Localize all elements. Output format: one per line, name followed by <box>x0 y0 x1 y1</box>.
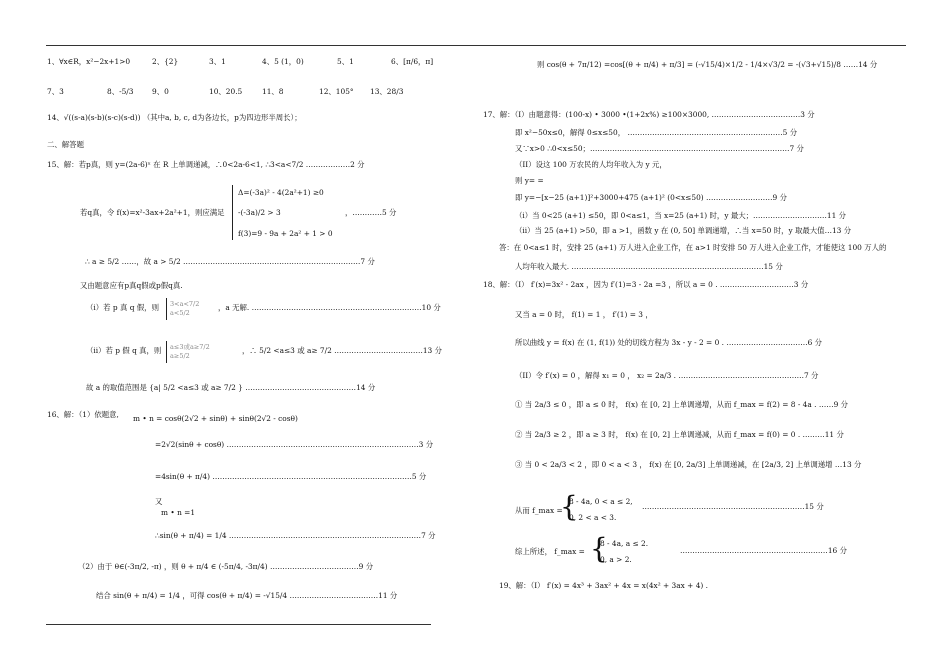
q15-line-d: 又由题意应有p真q假或p假q真. <box>80 281 183 290</box>
answer-3: 3、1 <box>209 57 226 66</box>
q16-line-b: m • n = cosθ(2√2 + sinθ) + sinθ(2√2 - cosθ) <box>133 414 298 423</box>
q18-line-i-score: ……………………………………………………16 分 <box>680 546 847 555</box>
q18-line-a: 18、解：（I） f′(x)=3x² - 2ax ，因为 f′(1)=3 - 2a =3 ，所以 a = 0 . …………………………3 分 <box>483 280 809 289</box>
q18-piecewise-brace: { <box>560 490 578 523</box>
answer-6: 6、[π/6，π] <box>391 57 434 66</box>
q16-line-final: 则 cos(θ + 7π/12) =cos[(θ + π/4) + π/3] = (-√15/4)×1/2 - 1/4×√3/2 = -(√3+√15)/8 ……14 分 <box>537 60 878 69</box>
q15-case1-body: 3<a<7/2 a<5/2 <box>170 300 200 317</box>
q16-line-i: 结合 sin(θ + π/4) = 1/4 ，可得 cos(θ + π/4) = -√15/4 ………………………………11 分 <box>96 591 398 600</box>
answer-8: 8、-5/3 <box>107 87 134 96</box>
top-rule <box>46 45 906 46</box>
answer-12: 12、105° <box>319 87 354 96</box>
q18-line-e: ① 当 2a/3 ≤ 0 ，即 a ≤ 0 时， f(x) 在 [0, 2] 上单调递增，从而 f_max = f(2) = 8 - 4a . ……9 分 <box>515 400 849 409</box>
q15-cond-3: f(3)=9 - 9a + 2a² + 1 > 0 <box>238 229 333 238</box>
q18-line-c: 所以曲线 y = f(x) 在 (1, f(1)) 处的切线方程为 3x - y - 2 = 0 . ……………………………6 分 <box>515 338 823 347</box>
q16-line-e: 又 <box>155 497 163 506</box>
section-heading: 二、解答题 <box>47 140 84 149</box>
answer-14: 14、√((s-a)(s-b)(s-c)(s-d)) （其中a, b, c, d为各边长，p为四边形半周长）； <box>47 113 302 122</box>
answer-13: 13、28/3 <box>370 87 404 96</box>
q15-line-f-rest: ，∴ 5/2 <a≤3 或 a≥ 7/2 ………………………………13 分 <box>242 346 442 355</box>
q16-line-c: =2√2(sinθ + cosθ) ……………………………………………………………………3 分 <box>155 440 434 449</box>
q19-line-a: 19、解：（I） f′(x) = 4x³ + 3ax² + 4x = x(4x² + 3ax + 4) . <box>499 581 709 590</box>
q15-cond-1: Δ=(-3a)² - 4(2a²+1) ≥0 <box>238 188 324 197</box>
q17-line-d: （II）设这 100 万农民的人均年收入为 y 元， <box>515 160 667 169</box>
q15-line-c: ∴ a ≥ 5/2 ……，故 a > 5/2 ………………………………………………………………7 分 <box>85 257 375 266</box>
q17-line-e: 则 y= = <box>515 176 544 185</box>
q15-line-e: （i）若 p 真 q 假，则 <box>86 303 159 312</box>
q15-case2-brace <box>166 341 167 363</box>
q18-line-d: （II）令 f′(x) = 0 ，解得 x₁ = 0 ， x₂ = 2a/3 . ……………………………………………7 分 <box>515 371 819 380</box>
q17-line-i: 答：在 0<a≤1 时，安排 25 (a+1) 万人进入企业工作，在 a>1 时安排 50 万人进入企业工作，才能使这 100 万人的 <box>499 243 887 252</box>
q18-summary-brace: { <box>590 532 608 565</box>
bottom-rule <box>46 624 431 625</box>
q18-piece-1: 8 - 4a, 0 < a ≤ 2, <box>569 497 633 506</box>
q17-line-c: 又∵x>0 ∴0<x≤50；………………………………………………………………………7 分 <box>515 144 804 153</box>
q15-line-b-score: ，…………5 分 <box>345 208 397 217</box>
q18-line-h: 从而 f_max = <box>515 506 563 515</box>
q17-line-h: （ii）当 25 (a+1) >50，即 a >1，函数 y 在 (0, 50] 单调递增，∴当 x=50 时，y 取最大值…13 分 <box>515 226 852 235</box>
q15-line-b: 若q真，令 f(x)=x²-3ax+2a²+1，则应满足 <box>80 208 225 217</box>
q17-line-g: （i）当 0<25 (a+1) ≤50，即 0<a≤1，当 x=25 (a+1) 时，y 最大；…………………………11 分 <box>515 211 847 220</box>
q17-line-j: 人均年收入最大. ……………………………………………………………………15 分 <box>515 262 783 271</box>
q15-system-brace <box>232 185 233 240</box>
answer-5: 5、1 <box>337 57 354 66</box>
q15-line-f: （ii）若 p 假 q 真，则 <box>86 346 162 355</box>
q15-line-a: 15、解：若p真，则 y=(2a-6)ˣ 在 R 上单调递减，∴0<2a-6<1, ∴3<a<7/2 ………………2 分 <box>47 160 365 169</box>
q16-line-a: 16、解：（1）依题意, <box>47 410 119 419</box>
q15-cond-2: -(-3a)/2 > 3 <box>238 208 281 217</box>
answer-9: 9、0 <box>152 87 169 96</box>
q17-line-b: 即 x²−50x≤0，解得 0≤x≤50， ………………………………………………………5 分 <box>515 128 798 137</box>
q18-line-g: ③ 当 0 < 2a/3 < 2 ，即 0 < a < 3 ， f(x) 在 [0, 2a/3] 上单调递减，在 [2a/3, 2] 上单调递增 …13 分 <box>515 460 862 469</box>
q15-case1-brace <box>166 298 167 320</box>
q18-summary-1: 8 - 4a, a ≤ 2. <box>600 539 649 548</box>
q16-line-d: =4sin(θ + π/4) ………………………………………………………………………5 分 <box>155 472 427 481</box>
answer-4: 4、5 (1，0) <box>262 57 304 66</box>
q15-line-e-rest: ，a 无解. ……………………………………………………………10 分 <box>218 303 441 312</box>
answer-11: 11、8 <box>262 87 284 96</box>
answer-2: 2、{2} <box>152 57 179 66</box>
q18-line-b: 又当 a = 0 时， f(1) = 1 ， f′(1) = 3 ， <box>515 310 653 319</box>
q17-line-f: 即 y=−[x−25 (a+1)]²+3000+475 (a+1)² (0<x≤50) ………………………9 分 <box>515 193 787 202</box>
q16-line-f: m • n =1 <box>161 508 196 517</box>
q16-line-h: （2）由于 θ∈(-3π/2, -π) ，则 θ + π/4 ∈ (-5π/4, -3π/4) ………………………………9 分 <box>78 562 374 571</box>
q18-line-i: 综上所述， f_max = <box>515 547 585 556</box>
q17-line-a: 17、解：（I）由题意得：(100-x) • 3000 •(1+2x%) ≥100×3000, ………………………………3 分 <box>483 110 815 119</box>
q18-line-h-score: …………………………………………………………15 分 <box>642 502 824 511</box>
q15-line-g: 故 a 的取值范围是 {a| 5/2 <a≤3 或 a≥ 7/2 } ………………………………………14 分 <box>86 383 376 392</box>
answer-10: 10、20.5 <box>209 87 243 96</box>
q15-case2-body: a≤3或a≥7/2 a≥5/2 <box>170 343 210 360</box>
q18-summary-2: 0, a > 2. <box>600 555 632 564</box>
answer-1: 1、∀x∈R，x²−2x+1>0 <box>47 57 131 66</box>
q18-piece-2: 0, 2 < a < 3. <box>569 513 617 522</box>
q16-line-g: ∴sin(θ + π/4) = 1/4 ……………………………………………………………………7 分 <box>155 531 436 540</box>
answer-7: 7、3 <box>47 87 64 96</box>
q18-line-f: ② 当 2a/3 ≥ 2 ，即 a ≥ 3 时， f(x) 在 [0, 2] 上单调递减，从而 f_max = f(0) = 0 . ………11 分 <box>515 430 844 439</box>
